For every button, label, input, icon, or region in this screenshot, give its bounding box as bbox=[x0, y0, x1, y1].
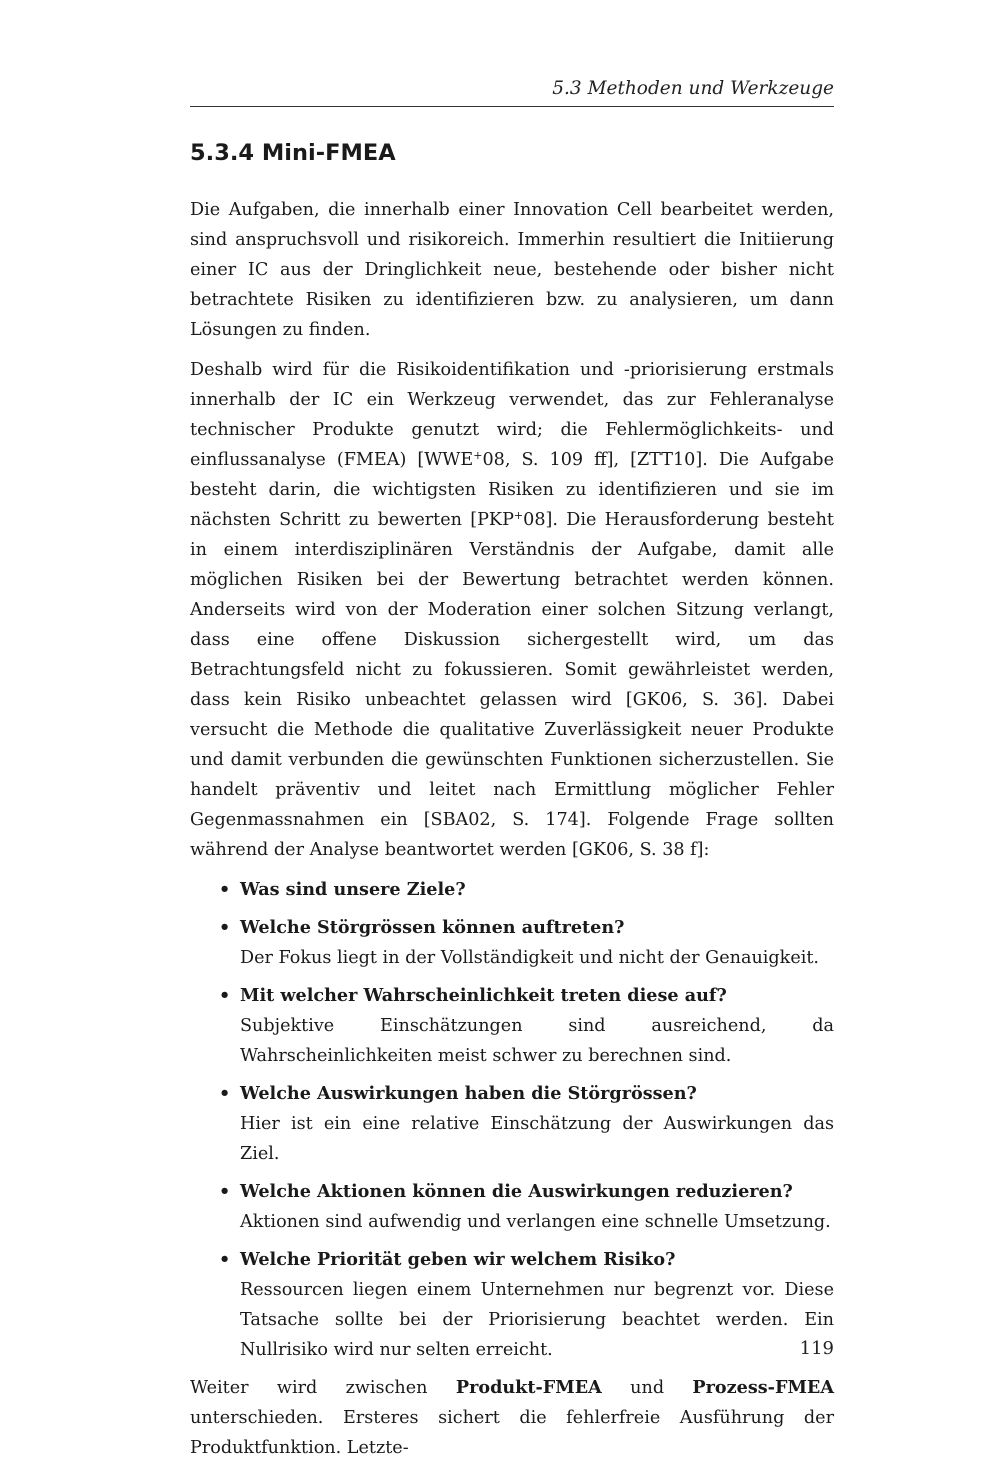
paragraph-fmea-types: Weiter wird zwischen Produkt-FMEA und Prozess-FMEA unterschieden. Ersteres sichert die fehlerfreie Ausführung der Produktfunktion. Letzte- bbox=[190, 1377, 834, 1458]
bullet: • bbox=[219, 985, 231, 1006]
answer: Der Fokus liegt in der Vollständigkeit und nicht der Genauigkeit. bbox=[240, 948, 820, 968]
question: Welche Aktionen können die Auswirkungen reduzieren? bbox=[240, 1181, 793, 1202]
answer: Hier ist ein eine relative Einschätzung der Auswirkungen das Ziel. bbox=[240, 1114, 834, 1164]
section-title: Mini-FMEA bbox=[261, 140, 396, 166]
question: Was sind unsere Ziele? bbox=[240, 879, 466, 900]
term-prozess-fmea: Prozess-FMEA bbox=[692, 1377, 834, 1398]
question: Welche Störgrössen können auftreten? bbox=[240, 917, 625, 938]
answer: Ressourcen liegen einem Unternehmen nur begrenzt vor. Diese Tatsache sollte bei der Priorisierung beachtet werden. Ein Nullrisiko wird nur selten erreicht. bbox=[240, 1280, 834, 1360]
running-head: 5.3 Methoden und Werkzeuge bbox=[552, 78, 834, 99]
list-item bbox=[190, 1177, 834, 1237]
bullet: • bbox=[219, 879, 231, 900]
answer: Subjektive Einschätzungen sind ausreichend, da Wahrscheinlichkeiten meist schwer zu berechnen sind. bbox=[240, 1016, 834, 1066]
paragraph-intro: Die Aufgaben, die innerhalb einer Innovation Cell bearbeitet werden, sind anspruchsvoll und risikoreich. Immerhin resultiert die Initiierung einer IC aus der Dringlichkeit neue, bestehende oder bisher nicht betrachtete Risiken zu identifizieren bzw. zu analysieren, um dann Lösungen zu finden. bbox=[190, 200, 834, 340]
question-list bbox=[190, 875, 834, 1365]
list-item bbox=[190, 913, 834, 973]
term-produkt-fmea: Produkt-FMEA bbox=[455, 1377, 602, 1398]
page-number: 119 bbox=[799, 1338, 834, 1359]
bullet: • bbox=[219, 1249, 231, 1270]
list-item bbox=[190, 875, 834, 905]
question: Mit welcher Wahrscheinlichkeit treten diese auf? bbox=[240, 985, 727, 1006]
body-text bbox=[190, 195, 834, 1473]
paragraph-fmea: Deshalb wird für die Risikoidentifikation und -priorisierung erstmals innerhalb der IC ein Werkzeug verwendet, das zur Fehleranalyse technischer Produkte genutzt wird; die Fehlermöglichkeits- und einflussanalyse (FMEA) [WWE+08, S. 109 ff], [ZTT10]. Die Aufgabe besteht darin, die wichtigsten Risiken zu identifizieren und sie im nächsten Schritt zu bewerten [PKP+08]. Die Herausforderung besteht in einem interdisziplinären Verständnis der Aufgabe, damit alle möglichen Risiken bei der Bewertung betrachtet werden können. Anderseits wird von der Moderation einer solchen Sitzung verlangt, dass eine offene Diskussion sichergestellt wird, um das Betrachtungsfeld nicht zu fokussieren. Somit gewährleistet werden, dass kein Risiko unbeachtet gelassen wird [GK06, S. 36]. Dabei versucht die Methode die qualitative Zuverlässigkeit neuer Produkte und damit verbunden die gewünschten Funktionen sicherzustellen. Sie handelt präventiv und leitet nach Ermittlung möglicher Fehler Gegenmassnahmen ein [SBA02, S. 174]. Folgende Frage sollten während der Analyse beantwortet werden [GK06, S. 38 f]: bbox=[190, 360, 834, 860]
question: Welche Priorität geben wir welchem Risiko? bbox=[240, 1249, 676, 1270]
list-item bbox=[190, 1079, 834, 1169]
list-item bbox=[190, 981, 834, 1071]
bullet: • bbox=[219, 917, 231, 938]
bullet: • bbox=[219, 1083, 231, 1104]
list-item bbox=[190, 1245, 834, 1365]
bullet: • bbox=[219, 1181, 231, 1202]
section-number: 5.3.4 bbox=[190, 140, 255, 166]
answer: Aktionen sind aufwendig und verlangen eine schnelle Umsetzung. bbox=[240, 1212, 831, 1232]
page-header bbox=[190, 78, 834, 107]
section-heading bbox=[190, 140, 396, 166]
question: Welche Auswirkungen haben die Störgrössen? bbox=[240, 1083, 697, 1104]
